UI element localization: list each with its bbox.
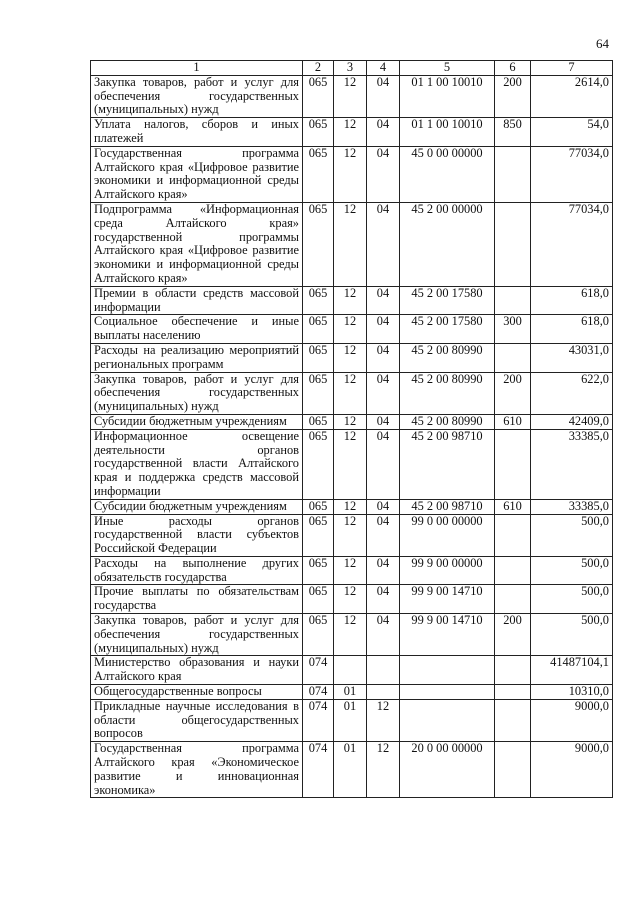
cell-section: 12 xyxy=(334,372,367,414)
cell-grbs: 065 xyxy=(303,146,334,202)
cell-grbs: 065 xyxy=(303,585,334,614)
budget-table xyxy=(90,60,613,798)
cell-section: 01 xyxy=(334,685,367,700)
cell-amount: 9000,0 xyxy=(531,699,613,741)
cell-subsection: 12 xyxy=(367,699,400,741)
cell-subsection: 04 xyxy=(367,372,400,414)
cell-amount: 500,0 xyxy=(531,514,613,556)
cell-section: 12 xyxy=(334,343,367,372)
cell-grbs: 065 xyxy=(303,372,334,414)
cell-subsection: 04 xyxy=(367,286,400,315)
cell-amount: 77034,0 xyxy=(531,202,613,286)
header-row xyxy=(91,61,613,76)
cell-name: Уплата налогов, сборов и иных платежей xyxy=(91,118,303,147)
cell-subsection: 04 xyxy=(367,146,400,202)
cell-target-article: 45 2 00 00000 xyxy=(400,202,495,286)
cell-amount: 33385,0 xyxy=(531,499,613,514)
cell-grbs: 065 xyxy=(303,286,334,315)
table-row xyxy=(91,514,613,556)
cell-expense-type xyxy=(495,343,531,372)
table-row xyxy=(91,429,613,499)
cell-subsection xyxy=(367,656,400,685)
cell-expense-type: 850 xyxy=(495,118,531,147)
table-row xyxy=(91,585,613,614)
cell-section: 01 xyxy=(334,742,367,798)
table-row xyxy=(91,315,613,344)
table-row xyxy=(91,286,613,315)
cell-expense-type: 200 xyxy=(495,372,531,414)
cell-amount: 500,0 xyxy=(531,614,613,656)
cell-amount: 33385,0 xyxy=(531,429,613,499)
cell-section: 01 xyxy=(334,699,367,741)
table-row xyxy=(91,499,613,514)
cell-expense-type xyxy=(495,202,531,286)
cell-expense-type xyxy=(495,585,531,614)
cell-target-article: 99 9 00 00000 xyxy=(400,556,495,585)
cell-subsection: 04 xyxy=(367,202,400,286)
cell-amount: 622,0 xyxy=(531,372,613,414)
cell-name: Государственная программа Алтайского края «Цифровое развитие экономики и информационной среды Алтайского края» xyxy=(91,146,303,202)
cell-section: 12 xyxy=(334,499,367,514)
cell-target-article: 45 0 00 00000 xyxy=(400,146,495,202)
column-header-2: 2 xyxy=(303,61,334,76)
cell-grbs: 065 xyxy=(303,429,334,499)
cell-name: Министерство образования и науки Алтайского края xyxy=(91,656,303,685)
cell-section: 12 xyxy=(334,429,367,499)
cell-expense-type xyxy=(495,656,531,685)
cell-amount: 41487104,1 xyxy=(531,656,613,685)
cell-amount: 500,0 xyxy=(531,556,613,585)
table-row xyxy=(91,656,613,685)
cell-target-article: 99 9 00 14710 xyxy=(400,585,495,614)
cell-expense-type xyxy=(495,146,531,202)
cell-target-article: 99 9 00 14710 xyxy=(400,614,495,656)
cell-name: Прочие выплаты по обязательствам государства xyxy=(91,585,303,614)
cell-section: 12 xyxy=(334,614,367,656)
table-row xyxy=(91,146,613,202)
cell-target-article: 45 2 00 80990 xyxy=(400,372,495,414)
cell-grbs: 065 xyxy=(303,514,334,556)
table-row xyxy=(91,414,613,429)
cell-target-article: 45 2 00 17580 xyxy=(400,315,495,344)
cell-grbs: 065 xyxy=(303,414,334,429)
cell-amount: 500,0 xyxy=(531,585,613,614)
cell-expense-type xyxy=(495,556,531,585)
cell-target-article: 01 1 00 10010 xyxy=(400,75,495,117)
table-row xyxy=(91,202,613,286)
table-row xyxy=(91,118,613,147)
cell-target-article: 99 0 00 00000 xyxy=(400,514,495,556)
cell-section: 12 xyxy=(334,514,367,556)
cell-subsection: 04 xyxy=(367,118,400,147)
column-header-7: 7 xyxy=(531,61,613,76)
table-row xyxy=(91,699,613,741)
cell-name: Закупка товаров, работ и услуг для обеспечения государственных (муниципальных) нужд xyxy=(91,75,303,117)
table-row xyxy=(91,75,613,117)
cell-section: 12 xyxy=(334,75,367,117)
cell-subsection: 04 xyxy=(367,614,400,656)
cell-grbs: 065 xyxy=(303,118,334,147)
cell-name: Субсидии бюджетным учреждениям xyxy=(91,414,303,429)
cell-target-article: 45 2 00 98710 xyxy=(400,499,495,514)
cell-target-article xyxy=(400,699,495,741)
cell-amount: 9000,0 xyxy=(531,742,613,798)
cell-expense-type xyxy=(495,699,531,741)
table-row xyxy=(91,343,613,372)
table-row xyxy=(91,742,613,798)
table-row xyxy=(91,614,613,656)
cell-name: Государственная программа Алтайского края «Экономическое развитие и инновационная экономика» xyxy=(91,742,303,798)
cell-name: Субсидии бюджетным учреждениям xyxy=(91,499,303,514)
cell-subsection: 04 xyxy=(367,429,400,499)
cell-amount: 2614,0 xyxy=(531,75,613,117)
cell-subsection: 04 xyxy=(367,343,400,372)
cell-amount: 618,0 xyxy=(531,286,613,315)
cell-target-article: 45 2 00 17580 xyxy=(400,286,495,315)
column-header-1: 1 xyxy=(91,61,303,76)
cell-target-article: 01 1 00 10010 xyxy=(400,118,495,147)
cell-name: Общегосударственные вопросы xyxy=(91,685,303,700)
cell-expense-type xyxy=(495,514,531,556)
cell-name: Прикладные научные исследования в области общегосударственных вопросов xyxy=(91,699,303,741)
cell-name: Информационное освещение деятельности органов государственной власти Алтайского края и поддержка средств массовой информации xyxy=(91,429,303,499)
cell-grbs: 074 xyxy=(303,685,334,700)
cell-target-article: 45 2 00 80990 xyxy=(400,343,495,372)
cell-target-article xyxy=(400,685,495,700)
cell-amount: 43031,0 xyxy=(531,343,613,372)
cell-subsection: 04 xyxy=(367,556,400,585)
column-header-4: 4 xyxy=(367,61,400,76)
table-row xyxy=(91,685,613,700)
cell-section: 12 xyxy=(334,556,367,585)
cell-section: 12 xyxy=(334,286,367,315)
table-body xyxy=(91,75,613,798)
cell-subsection: 04 xyxy=(367,315,400,344)
cell-grbs: 074 xyxy=(303,656,334,685)
cell-expense-type xyxy=(495,429,531,499)
cell-name: Расходы на реализацию мероприятий региональных программ xyxy=(91,343,303,372)
cell-expense-type: 300 xyxy=(495,315,531,344)
cell-subsection: 04 xyxy=(367,75,400,117)
cell-name: Расходы на выполнение других обязательств государства xyxy=(91,556,303,585)
cell-name: Закупка товаров, работ и услуг для обеспечения государственных (муниципальных) нужд xyxy=(91,614,303,656)
cell-target-article: 45 2 00 80990 xyxy=(400,414,495,429)
cell-target-article xyxy=(400,656,495,685)
cell-subsection xyxy=(367,685,400,700)
cell-expense-type xyxy=(495,742,531,798)
cell-section: 12 xyxy=(334,585,367,614)
cell-grbs: 074 xyxy=(303,699,334,741)
cell-name: Премии в области средств массовой информации xyxy=(91,286,303,315)
cell-name: Закупка товаров, работ и услуг для обеспечения государственных (муниципальных) нужд xyxy=(91,372,303,414)
cell-expense-type: 200 xyxy=(495,614,531,656)
cell-grbs: 065 xyxy=(303,75,334,117)
cell-name: Иные расходы органов государственной власти субъектов Российской Федерации xyxy=(91,514,303,556)
cell-section: 12 xyxy=(334,118,367,147)
cell-expense-type xyxy=(495,685,531,700)
cell-grbs: 065 xyxy=(303,315,334,344)
cell-subsection: 04 xyxy=(367,514,400,556)
cell-amount: 42409,0 xyxy=(531,414,613,429)
cell-target-article: 45 2 00 98710 xyxy=(400,429,495,499)
cell-name: Социальное обеспечение и иные выплаты населению xyxy=(91,315,303,344)
cell-target-article: 20 0 00 00000 xyxy=(400,742,495,798)
cell-amount: 77034,0 xyxy=(531,146,613,202)
cell-subsection: 04 xyxy=(367,499,400,514)
cell-section: 12 xyxy=(334,202,367,286)
table-row xyxy=(91,372,613,414)
cell-section: 12 xyxy=(334,146,367,202)
cell-section: 12 xyxy=(334,315,367,344)
cell-section: 12 xyxy=(334,414,367,429)
cell-grbs: 065 xyxy=(303,343,334,372)
cell-name: Подпрограмма «Информационная среда Алтайского края» государственной программы Алтайского края «Цифровое развитие экономики и информационной среды Алтайского края» xyxy=(91,202,303,286)
page-number: 64 xyxy=(596,36,609,51)
cell-grbs: 065 xyxy=(303,614,334,656)
cell-subsection: 12 xyxy=(367,742,400,798)
column-header-6: 6 xyxy=(495,61,531,76)
cell-section xyxy=(334,656,367,685)
table-row xyxy=(91,556,613,585)
cell-expense-type: 610 xyxy=(495,499,531,514)
column-header-3: 3 xyxy=(334,61,367,76)
cell-amount: 10310,0 xyxy=(531,685,613,700)
cell-expense-type xyxy=(495,286,531,315)
column-header-5: 5 xyxy=(400,61,495,76)
cell-expense-type: 610 xyxy=(495,414,531,429)
cell-grbs: 065 xyxy=(303,202,334,286)
cell-grbs: 065 xyxy=(303,499,334,514)
cell-expense-type: 200 xyxy=(495,75,531,117)
cell-grbs: 065 xyxy=(303,556,334,585)
cell-amount: 618,0 xyxy=(531,315,613,344)
cell-subsection: 04 xyxy=(367,414,400,429)
cell-grbs: 074 xyxy=(303,742,334,798)
cell-subsection: 04 xyxy=(367,585,400,614)
cell-amount: 54,0 xyxy=(531,118,613,147)
